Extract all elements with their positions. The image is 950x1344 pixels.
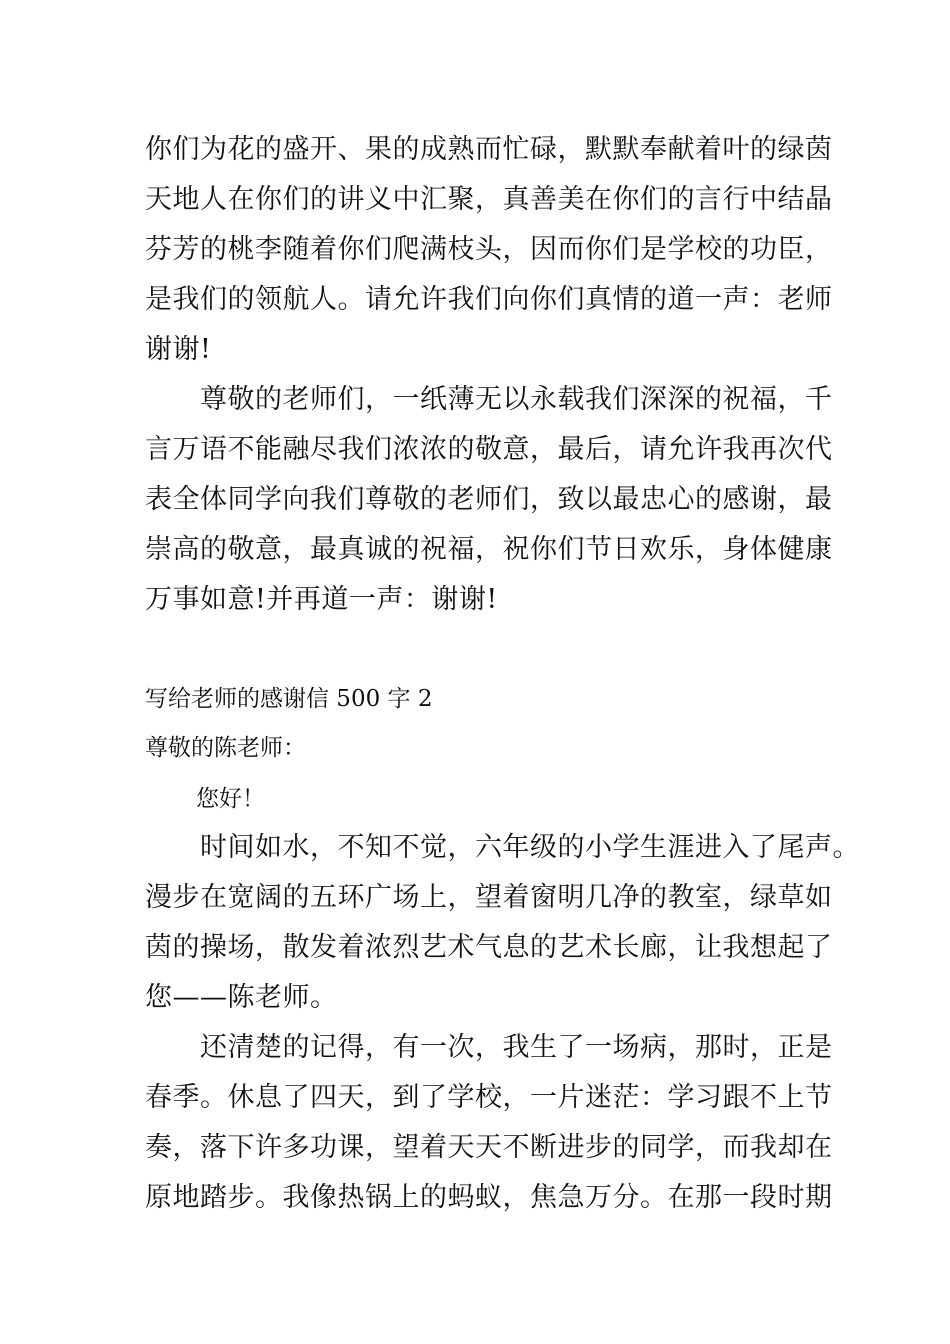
text-line: 你们为花的盛开、果的成熟而忙碌，默默奉献着叶的绿茵	[145, 134, 833, 165]
text-line: 表全体同学向我们尊敬的老师们，致以最忠心的感谢，最	[145, 484, 833, 515]
greeting: 您好！	[196, 786, 265, 812]
text-line: 漫步在宽阔的五环广场上，望着窗明几净的教室，绿草如	[145, 882, 833, 913]
text-line: 是我们的领航人。请允许我们向你们真情的道一声：老师	[145, 284, 833, 315]
text-line: 茵的操场，散发着浓烈艺术气息的艺术长廊，让我想起了	[145, 932, 833, 963]
salutation: 尊敬的陈老师：	[145, 735, 306, 761]
text-line: 您——陈老师。	[145, 982, 338, 1013]
text-line: 言万语不能融尽我们浓浓的敬意，最后，请允许我再次代	[145, 434, 833, 465]
text-line: 万事如意!并再道一声：谢谢!	[145, 584, 498, 615]
text-line: 尊敬的老师们，一纸薄无以永载我们深深的祝福，千	[200, 384, 833, 415]
letter-title: 写给老师的感谢信 500 字 2	[145, 686, 433, 712]
text-line: 还清楚的记得，有一次，我生了一场病，那时，正是	[200, 1032, 833, 1063]
text-line: 芬芳的桃李随着你们爬满枝头，因而你们是学校的功臣，	[145, 234, 833, 265]
text-line: 原地踏步。我像热锅上的蚂蚁，焦急万分。在那一段时期	[145, 1182, 833, 1213]
text-line: 奏，落下许多功课，望着天天不断进步的同学，而我却在	[145, 1132, 833, 1163]
text-line: 谢谢!	[145, 334, 212, 365]
text-line: 天地人在你们的讲义中汇聚，真善美在你们的言行中结晶	[145, 184, 833, 215]
text-line: 崇高的敬意，最真诚的祝福，祝你们节日欢乐，身体健康	[145, 534, 833, 565]
text-line: 时间如水，不知不觉，六年级的小学生涯进入了尾声。	[200, 832, 860, 863]
text-line: 春季。休息了四天，到了学校，一片迷茫：学习跟不上节	[145, 1082, 833, 1113]
